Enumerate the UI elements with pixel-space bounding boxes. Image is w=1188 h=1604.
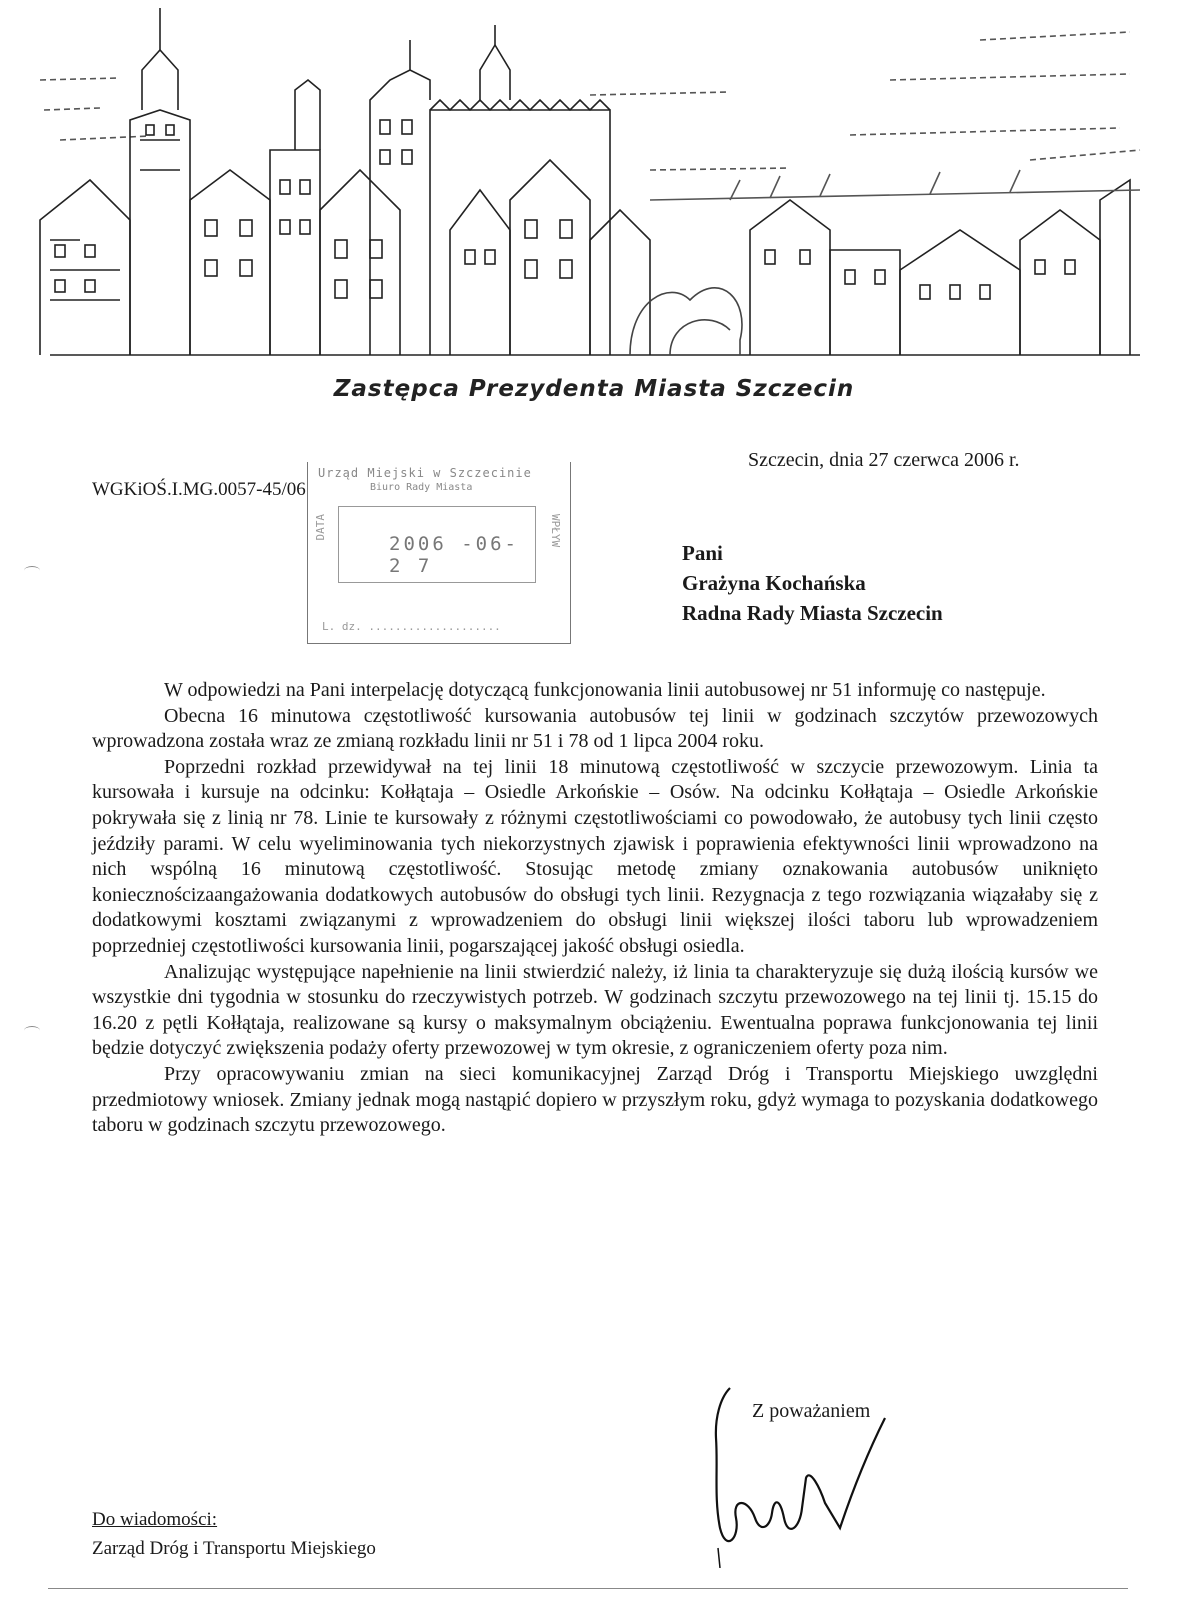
body-paragraph: Analizując występujące napełnienie na linii stwierdzić należy, iż linia ta charakteryzuje się dużą ilością kursów we wszystkie dni tygodnia w stosunku do rzeczywistych potrzeb. W godzinach szczytu przewozowego na tej linii tj. 15.15 do 16.20 z pętli Kołłątaja, realizowane są kursy o maksymalnym obciążeniu. Ewentualna poprawa funkcjonowania tej linii będzie dotyczyć zwiększenia podaży oferty przewozowej w tym okresie, z ograniczeniem oferty poza nim. [92,960,1098,1060]
stamp-right-label: WPŁYW [549,514,562,548]
closing-salutation: Z poważaniem [752,1400,871,1422]
office-title: Zastępca Prezydenta Miasta Szczecin [333,376,855,402]
stamp-subheader: Biuro Rady Miasta [370,482,473,493]
punch-mark [24,566,40,575]
stamp-left-label: DATA [314,514,327,541]
recipient-block [682,538,943,628]
body-paragraph: Poprzedni rozkład przewidywał na tej linii 18 minutową częstotliwość w szczycie przewozowym. Linia ta kursowała i kursuje na odcinku: Kołłątaja – Osiedle Arkońskie – Osów. Na odcinku Kołłątaja – Osiedle Arkońskie pokrywała się z linią nr 78. Linie te kursowały z różnymi częstotliwościami co powodowało, że autobusy tych linii często jeździły parami. W celu wyeliminowania tych niekorzystnych zjawisk i poprawienia efektywności linii wprowadzono na nich wspólną 16 minutową częstotliwość. Stosując metodę zmiany oznakowania autobusów uniknięto koniecznościzaangażowania dodatkowych autobusów do obsługi tych linii. Rezygnacja z tego rozwiązania wiązałaby się z dodatkowymi kosztami związanymi z wprowadzeniem do obsługi linii większej ilości taboru lub wprowadzeniem poprzedniej częstotliwości kursowania linii, pogarszającej jakość obsługi osiedla. [92,755,1098,957]
stamp-header: Urząd Miejski w Szczecinie [318,466,532,480]
bottom-edge-line [48,1588,1128,1589]
registry-stamp [307,462,571,644]
stamp-date: 2006 -06- 2 7 [389,533,519,577]
stamp-bottom: L. dz. .................... [322,620,501,633]
body-paragraph: W odpowiedzi na Pani interpelację dotyczącą funkcjonowania linii autobusowej nr 51 informuję co następuje. [164,679,1046,701]
stamp-date-box [338,506,536,583]
punch-mark [24,1026,40,1035]
recipient-title: Radna Rady Miasta Szczecin [682,601,943,625]
recipient-salutation: Pani [682,541,723,565]
reference-number: WGKiOŚ.I.MG.0057-45/06 [92,479,306,500]
letter-body [92,678,1098,1139]
recipient-name: Grażyna Kochańska [682,571,866,595]
body-paragraph: Przy opracowywaniu zmian na sieci komunikacyjnej Zarząd Dróg i Transportu Miejskiego uwzględni przedmiotowy wniosek. Zmiany jednak mogą nastąpić dopiero w przyszłym roku, gdyż wymaga to pozyskania dodatkowego taboru w godzinach szczytu przewozowego. [92,1062,1098,1137]
cc-recipient: Zarząd Dróg i Transportu Miejskiego [92,1538,376,1559]
cc-heading: Do wiadomości: [92,1509,218,1530]
place-date: Szczecin, dnia 27 czerwca 2006 r. [748,449,1020,471]
city-skyline-illustration [30,0,1170,370]
handwritten-signature [700,1378,920,1568]
body-paragraph: Obecna 16 minutowa częstotliwość kursowania autobusów tej linii w godzinach szczytów przewozowych wprowadzona została wraz ze zmianą rozkładu linii nr 51 i 78 od 1 lipca 2004 roku. [92,704,1098,753]
